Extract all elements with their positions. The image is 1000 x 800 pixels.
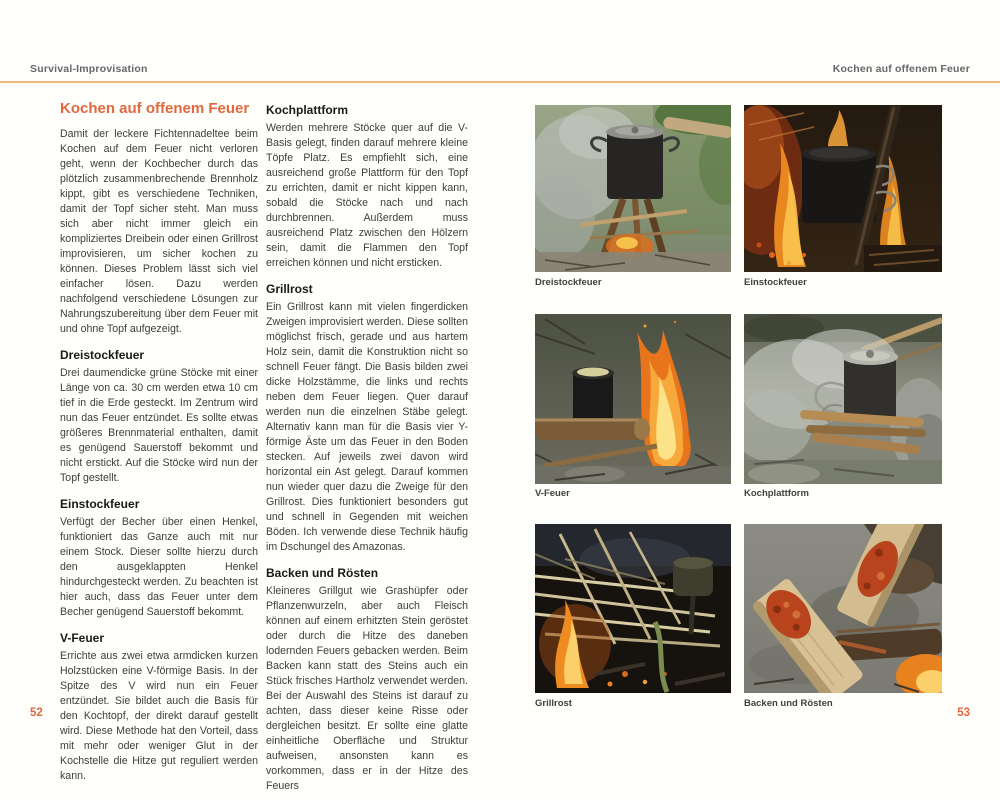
page-number-right: 53 [957, 707, 970, 719]
section-body-backen-und-roesten: Kleineres Grillgut wie Grashüpfer oder Pflanzenwurzeln, aber auch Fleisch können auf einem erhitzten Stein geröstet oder durch die Hitze des daneben lodernden Feuers gebacken werden. Beim Backen kann statt des Steins auch ein Stück frisches Hartholz verwendet werden. Bei der Auswahl des Steins ist darauf zu achten, dass dieser keine Risse oder dergleichen besitzt. Er sollte eine glatte einheitliche Oberfläche und Struktur aufweisen, ansonsten kann es vorkommen, dass er in der Hitze des Feuers [266, 585, 468, 792]
section-body-dreistockfeuer: Drei daumendicke grüne Stöcke mit einer Länge von ca. 30 cm werden etwa 10 cm tief in die Erde gesteckt. Im Zentrum wird nun das Feuer entzündet. Es sollte etwas größeres Brennmaterial enthalten, damit es genügend Sauerstoff bekommt und nicht erstickt. Auf die Stöcke wird nun der Topf gestellt. [60, 367, 258, 484]
section-body-v-feuer: Errichte aus zwei etwa armdicken kurzen Holzstücken eine V-förmige Basis. In der Spitze des V wird nun ein Feuer entzündet. Sie bildet auch die Basis für den Kochtopf, der direkt darauf gestellt wird. Diese Methode hat den Vorteil, dass mit mehr oder weniger Glut in der Kochstelle die Hitze gut reguliert werden kann. [60, 650, 258, 782]
section-heading-dreistockfeuer: Dreistockfeuer [60, 348, 145, 362]
photo-v-feuer [535, 314, 731, 484]
text-column-middle [266, 99, 468, 794]
intro-paragraph: Damit der leckere Fichtennadeltee beim Kochen auf dem Feuer nicht verloren geht, wenn der Kochbecher durch das plötzlich zusammenbrechende Brennholz kippt, gibt es verschiedene Techniken, damit der Topf sicher steht. Man muss sich aber nicht immer gleich ein kompliziertes Dreibein oder einen Grillrost improvisieren, um sicher kochen zu können. Dieses Problem lässt sich viel einfacher lösen. Dazu werden nachfolgend verschiedene Lösungen zur Nahrungszubereitung über dem Feuer mit und ohne Topf aufgezeigt. [60, 128, 258, 335]
backen-und-roesten-photo-illustration [744, 524, 942, 693]
kochplattform-photo-illustration [744, 314, 942, 484]
header-rule [0, 81, 1000, 83]
section-body-einstockfeuer: Verfügt der Becher über einen Henkel, funktioniert das Ganze auch mit nur einem Stock. Dieser sollte hierzu durch den ausgeklappten Henkel hindurchgesteckt werden. Zu beachten ist hier auch, dass das Feuer unter dem Becher genügend Sauerstoff bekommt. [60, 516, 258, 618]
section-heading-einstockfeuer: Einstockfeuer [60, 497, 140, 511]
running-header-left: Survival-Improvisation [30, 63, 148, 75]
photo-grillrost [535, 524, 731, 693]
photo-dreistockfeuer [535, 105, 731, 272]
grillrost-photo-illustration [535, 524, 731, 693]
section-body-kochplattform: Werden mehrere Stöcke quer auf die V-Basis gelegt, finden darauf mehrere kleine Töpfe Platz. Es empfiehlt sich, eine ausreichend große Plattform für den Topf zu errichten, damit er nicht kippen kann, sobald die Stöcke nach und nach durchbrennen. Außerdem muss ausreichend Platz zwischen den Hölzern sein, damit die Flammen den Topf erreichen können und nicht ersticken. [266, 122, 468, 269]
einstockfeuer-photo-illustration [744, 105, 942, 272]
page-number-left: 52 [30, 707, 43, 719]
photo-einstockfeuer [744, 105, 942, 272]
caption-einstockfeuer: Einstockfeuer [744, 277, 807, 288]
caption-backen-und-roesten: Backen und Rösten [744, 698, 833, 709]
section-heading-grillrost: Grillrost [266, 282, 313, 296]
caption-kochplattform: Kochplattform [744, 488, 809, 499]
text-column-left [60, 127, 258, 784]
v-feuer-photo-illustration [535, 314, 731, 484]
page-title: Kochen auf offenem Feuer [60, 100, 250, 117]
section-body-grillrost: Ein Grillrost kann mit vielen fingerdicken Zweigen improvisiert werden. Diese sollten möglichst frisch, gerade und aus hartem Holz sein, damit die Konstruktion nicht so schnell Feuer fängt. Die Basis bilden zwei dicke Holzstämme, die links und rechts neben dem Feuer liegen. Quer darauf werden nun die einzelnen Stäbe gelegt. Alternativ kann man für die Basis vier Y-förmige Äste um das Feuer in den Boden stecken. Auf jeweils zwei davon wird horizontal ein Ast gelegt. Darauf kommen nun wieder quer dazu die Zweige für den Grillrost. Dies funktioniert besonders gut und schnell in Gegenden mit weichen Böden. Ich verwende diese Technik häufig im Dschungel des Amazonas. [266, 301, 468, 553]
dreistockfeuer-photo-illustration [535, 105, 731, 272]
caption-dreistockfeuer: Dreistockfeuer [535, 277, 602, 288]
running-header-right: Kochen auf offenem Feuer [832, 63, 970, 75]
photo-backen-und-roesten [744, 524, 942, 693]
section-heading-v-feuer: V-Feuer [60, 631, 105, 645]
caption-v-feuer: V-Feuer [535, 488, 570, 499]
photo-kochplattform [744, 314, 942, 484]
section-heading-kochplattform: Kochplattform [266, 103, 348, 117]
caption-grillrost: Grillrost [535, 698, 572, 709]
section-heading-backen-und-roesten: Backen und Rösten [266, 566, 379, 580]
